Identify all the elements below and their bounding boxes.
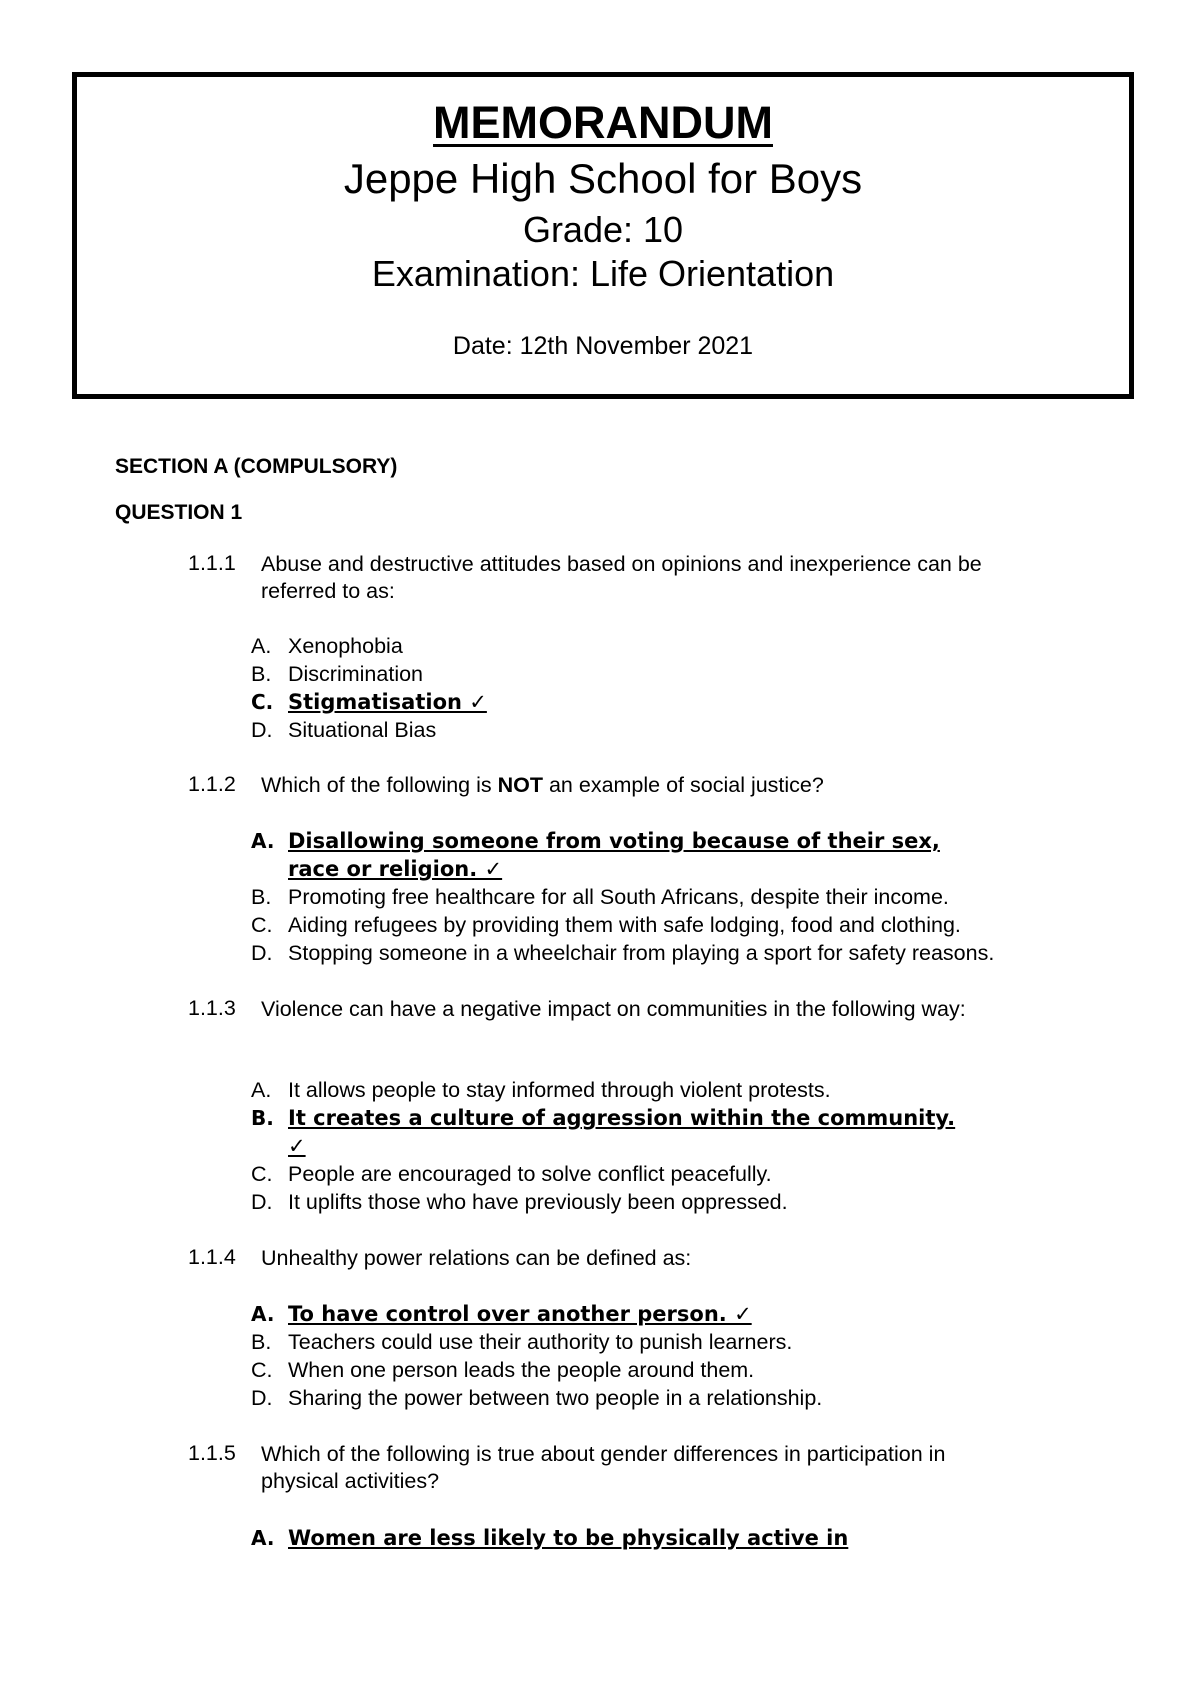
correct-answer-text: To have control over another person. ✓ — [288, 1302, 752, 1326]
option-text: Stopping someone in a wheelchair from playing a sport for safety reasons. — [288, 941, 995, 965]
option-text: It uplifts those who have previously been oppressed. — [288, 1190, 788, 1214]
option-letter: B. — [251, 1330, 272, 1354]
option-letter: A. — [251, 1302, 275, 1326]
option-letter: A. — [251, 634, 272, 658]
option-letter: C. — [251, 1358, 273, 1382]
grade-label: Grade: 10 — [522, 209, 684, 250]
option-text: Teachers could use their authority to punish learners. — [288, 1330, 793, 1354]
memorandum-title: MEMORANDUM — [433, 97, 773, 148]
option-text: It allows people to stay informed through violent protests. — [288, 1078, 831, 1102]
correct-answer-text: It creates a culture of aggression within the community. — [288, 1106, 956, 1130]
option-text: Situational Bias — [288, 718, 437, 742]
memorandum-header-box — [72, 72, 1134, 399]
option-text: Aiding refugees by providing them with safe lodging, food and clothing. — [288, 913, 961, 937]
option-letter: D. — [251, 1386, 273, 1410]
option-letter: D. — [251, 718, 273, 742]
question-number: 1.1.4 — [188, 1245, 236, 1269]
option-text: People are encouraged to solve conflict peacefully. — [288, 1162, 772, 1186]
question-text: Which of the following is NOT an example of social justice? — [261, 773, 824, 797]
option-letter: D. — [251, 1190, 273, 1214]
question-number: 1.1.2 — [188, 772, 236, 796]
exam-date: Date: 12th November 2021 — [452, 332, 754, 360]
question-number: 1.1.1 — [188, 551, 236, 575]
option-text: Promoting free healthcare for all South Africans, despite their income. — [288, 885, 949, 909]
question-number: 1.1.3 — [188, 996, 236, 1020]
examination-subject: Examination: Life Orientation — [371, 253, 835, 294]
correct-answer-text-continued: race or religion. ✓ — [288, 857, 503, 881]
question-text: Which of the following is true about gender differences in participation in physical activities? — [261, 1442, 946, 1493]
option-letter: A. — [251, 829, 275, 853]
school-name: Jeppe High School for Boys — [343, 155, 863, 202]
option-text: Discrimination — [288, 662, 424, 686]
question-heading: QUESTION 1 — [115, 501, 243, 524]
section-heading: SECTION A (COMPULSORY) — [115, 455, 398, 478]
option-letter: C. — [251, 1162, 273, 1186]
option-letter: C. — [251, 913, 273, 937]
option-letter: B. — [251, 662, 272, 686]
correct-answer-text: Stigmatisation ✓ — [288, 690, 487, 714]
option-text: Sharing the power between two people in a relationship. — [288, 1386, 823, 1410]
emphasis-not: NOT — [497, 773, 543, 797]
question-text: Unhealthy power relations can be defined as: — [261, 1246, 692, 1270]
option-letter: D. — [251, 941, 273, 965]
option-text: When one person leads the people around them. — [288, 1358, 755, 1382]
option-letter: B. — [251, 885, 272, 909]
option-letter: A. — [251, 1078, 272, 1102]
correct-answer-text: Women are less likely to be physically active in — [288, 1526, 849, 1550]
option-letter: B. — [251, 1106, 274, 1130]
question-text: Violence can have a negative impact on communities in the following way: — [261, 997, 966, 1021]
option-text: Xenophobia — [288, 634, 403, 658]
option-letter: A. — [251, 1526, 275, 1550]
option-letter: C. — [251, 690, 274, 714]
question-text: Abuse and destructive attitudes based on opinions and inexperience can be referred to as: — [261, 552, 982, 603]
question-number: 1.1.5 — [188, 1441, 236, 1465]
correct-answer-text: Disallowing someone from voting because of their sex, — [288, 829, 940, 853]
correct-answer-text-continued: ✓ — [288, 1134, 306, 1158]
